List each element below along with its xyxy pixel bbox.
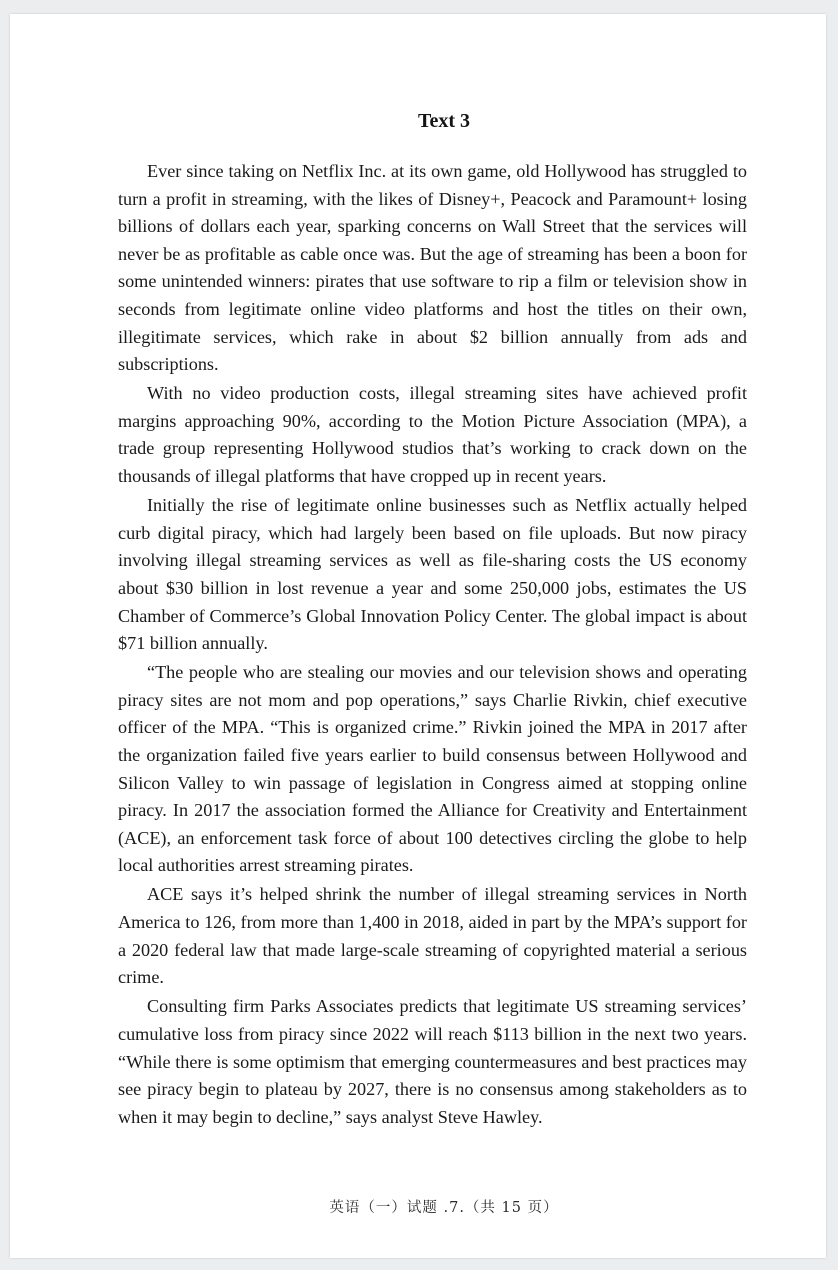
document-page xyxy=(10,14,826,1258)
paragraph-3: Initially the rise of legitimate online businesses such as Netflix actually helped curb digital piracy, which had largely been based on file uploads. But now piracy involving illegal streaming services as well as file-sharing costs the US economy about $30 billion in lost revenue a year and some 250,000 jobs, estimates the US Chamber of Commerce’s Global Innovation Policy Center. The global impact is about $71 billion annually. xyxy=(118,495,747,654)
article-body xyxy=(118,158,747,1133)
paragraph-6: Consulting firm Parks Associates predicts that legitimate US streaming services’ cumulative loss from piracy since 2022 will reach $113 billion in the next two years. “While there is some optimism that emerging countermeasures and best practices may see piracy begin to plateau by 2027, there is no consensus among stakeholders as to when it may begin to decline,” says analyst Steve Hawley. xyxy=(118,996,747,1127)
paragraph-2: With no video production costs, illegal streaming sites have achieved profit margins approaching 90%, according to the Motion Picture Association (MPA), a trade group representing Hollywood studios that’s working to crack down on the thousands of illegal platforms that have cropped up in recent years. xyxy=(118,383,747,487)
text-title: Text 3 xyxy=(417,110,471,132)
page-footer: 英语（一）试题 .7.（共 15 页） xyxy=(329,1200,559,1216)
paragraph-4: “The people who are stealing our movies and our television shows and operating piracy sites are not mom and pop operations,” says Charlie Rivkin, chief executive officer of the MPA. “This is organized crime.” Rivkin joined the MPA in 2017 after the organization failed five years earlier to build consensus between Hollywood and Silicon Valley to win passage of legislation in Congress aimed at stopping online piracy. In 2017 the association formed the Alliance for Creativity and Entertainment (ACE), an enforcement task force of about 100 detectives circling the globe to help local authorities arrest streaming pirates. xyxy=(118,662,747,876)
paragraph-5: ACE says it’s helped shrink the number of illegal streaming services in North America to 126, from more than 1,400 in 2018, aided in part by the MPA’s support for a 2020 federal law that made large-scale streaming of copyrighted material a serious crime. xyxy=(118,884,747,988)
paragraph-1: Ever since taking on Netflix Inc. at its own game, old Hollywood has struggled to turn a profit in streaming, with the likes of Disney+, Peacock and Paramount+ losing billions of dollars each year, sparking concerns on Wall Street that the services will never be as profitable as cable once was. But the age of streaming has been a boon for some unintended winners: pirates that use software to rip a film or television show in seconds from legitimate online video platforms and host the titles on their own, illegitimate services, which rake in about $2 billion annually from ads and subscriptions. xyxy=(118,161,747,375)
